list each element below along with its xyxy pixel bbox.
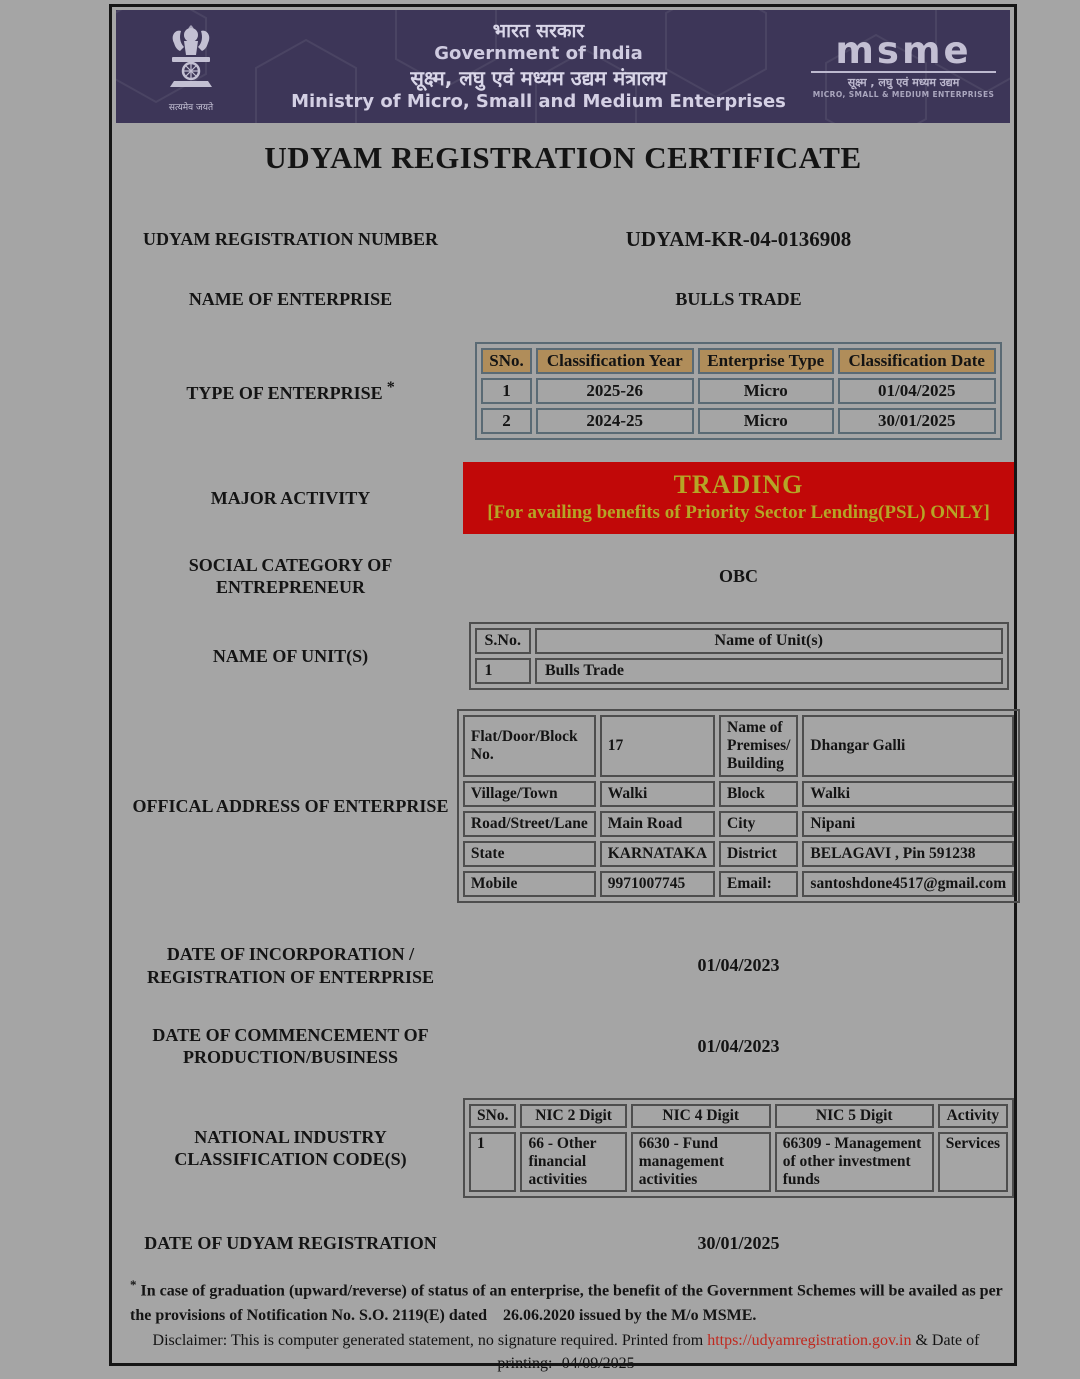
table-row bbox=[463, 781, 1014, 807]
footnote-text: In case of graduation (upward/reverse) of status of an enterprise, the benefit of the Government Schemes will be availed as per the provisions of Notification No. S.O. 2119(E) dated 26.06.2020 issued by the M/o MSME. bbox=[130, 1282, 1007, 1325]
table-row bbox=[463, 841, 1014, 867]
table-cell: Walki bbox=[600, 781, 715, 807]
table-header-cell: NIC 4 Digit bbox=[631, 1104, 771, 1128]
government-name-english: Government of India bbox=[434, 43, 643, 65]
table-row bbox=[475, 628, 1003, 654]
table-cell: 2024-25 bbox=[536, 408, 694, 434]
ministry-name-hindi: सूक्ष्म, लघु एवं मध्यम उद्यम मंत्रालय bbox=[410, 65, 667, 90]
units-label: NAME OF UNIT(S) bbox=[212, 645, 369, 666]
row-units bbox=[118, 615, 1014, 697]
major-activity-label: MAJOR ACTIVITY bbox=[210, 487, 371, 508]
table-cell: Flat/Door/Block No. bbox=[463, 715, 596, 777]
table-cell: BELAGAVI , Pin 591238 bbox=[802, 841, 1014, 867]
incorporation-date-value: 01/04/2023 bbox=[697, 955, 780, 975]
table-cell: 2025-26 bbox=[536, 378, 694, 404]
table-row bbox=[463, 811, 1014, 837]
table-cell: Block bbox=[719, 781, 798, 807]
certificate-title: UDYAM REGISTRATION CERTIFICATE bbox=[264, 140, 862, 175]
table-cell: Main Road bbox=[600, 811, 715, 837]
footnote-asterisk: * bbox=[130, 1277, 137, 1292]
table-cell: 17 bbox=[600, 715, 715, 777]
disclaimer-suffix: & Date of printing:- 04/09/2025 bbox=[497, 1332, 980, 1373]
major-activity-box bbox=[463, 462, 1014, 534]
social-category-value: OBC bbox=[718, 565, 758, 586]
table-row bbox=[481, 348, 995, 374]
urn-value: UDYAM-KR-04-0136908 bbox=[625, 226, 852, 251]
table-cell: 66309 - Management of other investment funds bbox=[775, 1132, 934, 1192]
row-udyam-registration-date bbox=[118, 1213, 1014, 1273]
row-commencement-date bbox=[118, 1017, 1014, 1075]
certificate-sheet bbox=[109, 4, 1017, 1373]
row-social-category bbox=[118, 547, 1014, 605]
graduation-footnote bbox=[130, 1275, 1007, 1329]
table-header-cell: NIC 5 Digit bbox=[775, 1104, 934, 1128]
table-cell: 1 bbox=[481, 378, 531, 404]
enterprise-name-label: NAME OF ENTERPRISE bbox=[188, 288, 393, 309]
table-cell: santoshdone4517@gmail.com bbox=[802, 871, 1014, 897]
table-cell: Mobile bbox=[463, 871, 596, 897]
table-header-cell: S.No. bbox=[475, 628, 531, 654]
table-cell: District bbox=[719, 841, 798, 867]
table-row bbox=[475, 658, 1003, 684]
msme-tagline-hindi: सूक्ष्म , लघु एवं मध्यम उद्यम bbox=[811, 71, 996, 90]
table-cell: KARNATAKA bbox=[600, 841, 715, 867]
table-row bbox=[469, 1104, 1008, 1128]
table-row bbox=[481, 378, 995, 404]
government-header-banner bbox=[116, 10, 1010, 123]
enterprise-name-value: BULLS TRADE bbox=[675, 288, 802, 309]
table-cell: Name of Premises/ Building bbox=[719, 715, 798, 777]
table-header-cell: NIC 2 Digit bbox=[520, 1104, 626, 1128]
udyam-registration-date-label: DATE OF UDYAM REGISTRATION bbox=[144, 1232, 437, 1253]
table-cell: State bbox=[463, 841, 596, 867]
incorporation-date-label: DATE OF INCORPORATION / REGISTRATION OF ENTERPRISE bbox=[146, 944, 435, 987]
msme-logo bbox=[811, 29, 1010, 99]
commencement-date-label: DATE OF COMMENCEMENT OF PRODUCTION/BUSINESS bbox=[152, 1024, 429, 1067]
row-enterprise-name bbox=[118, 275, 1014, 323]
udyam-registration-link[interactable]: https://udyamregistration.gov.in bbox=[707, 1332, 912, 1349]
major-activity-psl-note: [For availing benefits of Priority Sector Lending(PSL) ONLY] bbox=[487, 502, 990, 523]
table-cell: 6630 - Fund management activities bbox=[631, 1132, 771, 1192]
india-state-emblem bbox=[116, 21, 266, 113]
table-header-cell: SNo. bbox=[469, 1104, 516, 1128]
row-major-activity bbox=[118, 453, 1014, 543]
ministry-heading-block bbox=[266, 20, 811, 114]
ministry-name-english: Ministry of Micro, Small and Medium Enterprises bbox=[291, 90, 786, 112]
table-cell: Bulls Trade bbox=[535, 658, 1003, 684]
table-header-cell: Name of Unit(s) bbox=[535, 628, 1003, 654]
table-cell: Micro bbox=[698, 378, 834, 404]
india-state-emblem-icon bbox=[160, 21, 222, 99]
table-cell: 2 bbox=[481, 408, 531, 434]
msme-wordmark-icon: msme bbox=[835, 29, 972, 73]
urn-label: UDYAM REGISTRATION NUMBER bbox=[142, 228, 439, 249]
table-cell: City bbox=[719, 811, 798, 837]
table-row bbox=[463, 715, 1014, 777]
classification-table bbox=[475, 342, 1001, 440]
nic-label: NATIONAL INDUSTRY CLASSIFICATION CODE(S) bbox=[174, 1126, 407, 1169]
row-type-of-enterprise bbox=[118, 335, 1014, 447]
type-asterisk: * bbox=[386, 378, 395, 396]
table-cell: Dhangar Galli bbox=[802, 715, 1014, 777]
units-table bbox=[469, 622, 1009, 690]
table-cell: Email: bbox=[719, 871, 798, 897]
disclaimer bbox=[122, 1329, 1010, 1375]
official-address-label: OFFICAL ADDRESS OF ENTERPRISE bbox=[132, 795, 449, 816]
table-header-cell: Classification Year bbox=[536, 348, 694, 374]
disclaimer-prefix: Disclaimer: This is computer generated statement, no signature required. Printed from bbox=[152, 1332, 708, 1349]
type-of-enterprise-label bbox=[118, 378, 463, 405]
table-cell: 30/01/2025 bbox=[838, 408, 996, 434]
table-cell: Walki bbox=[802, 781, 1014, 807]
table-header-cell: Classification Date bbox=[838, 348, 996, 374]
nic-table bbox=[463, 1098, 1014, 1198]
row-official-address bbox=[118, 705, 1014, 907]
type-of-enterprise-label-text: TYPE OF ENTERPRISE bbox=[186, 382, 383, 403]
table-cell: Village/Town bbox=[463, 781, 596, 807]
table-cell: Nipani bbox=[802, 811, 1014, 837]
table-cell: 9971007745 bbox=[600, 871, 715, 897]
table-row bbox=[469, 1132, 1008, 1192]
emblem-motto: सत्यमेव जयते bbox=[168, 102, 214, 113]
table-cell: 1 bbox=[475, 658, 531, 684]
government-name-hindi: भारत सरकार bbox=[492, 19, 585, 42]
table-cell: 01/04/2025 bbox=[838, 378, 996, 404]
table-row bbox=[463, 871, 1014, 897]
table-cell: 66 - Other financial activities bbox=[520, 1132, 626, 1192]
table-cell: Services bbox=[938, 1132, 1008, 1192]
row-udyam-registration-number bbox=[118, 203, 1014, 275]
commencement-date-value: 01/04/2023 bbox=[697, 1035, 780, 1056]
msme-tagline-english: MICRO, SMALL & MEDIUM ENTERPRISES bbox=[812, 89, 995, 99]
official-address-table bbox=[457, 709, 1020, 903]
table-header-cell: Enterprise Type bbox=[698, 348, 834, 374]
table-header-cell: SNo. bbox=[481, 348, 531, 374]
table-cell: Micro bbox=[698, 408, 834, 434]
social-category-label: SOCIAL CATEGORY OF ENTREPRENEUR bbox=[188, 554, 393, 597]
table-cell: Road/Street/Lane bbox=[463, 811, 596, 837]
table-cell: 1 bbox=[469, 1132, 516, 1192]
row-incorporation-date bbox=[118, 923, 1014, 1008]
udyam-registration-date-value: 30/01/2025 bbox=[697, 1232, 780, 1253]
row-nic-codes bbox=[118, 1087, 1014, 1209]
major-activity-value: TRADING bbox=[673, 470, 804, 499]
table-header-cell: Activity bbox=[938, 1104, 1008, 1128]
table-row bbox=[481, 408, 995, 434]
